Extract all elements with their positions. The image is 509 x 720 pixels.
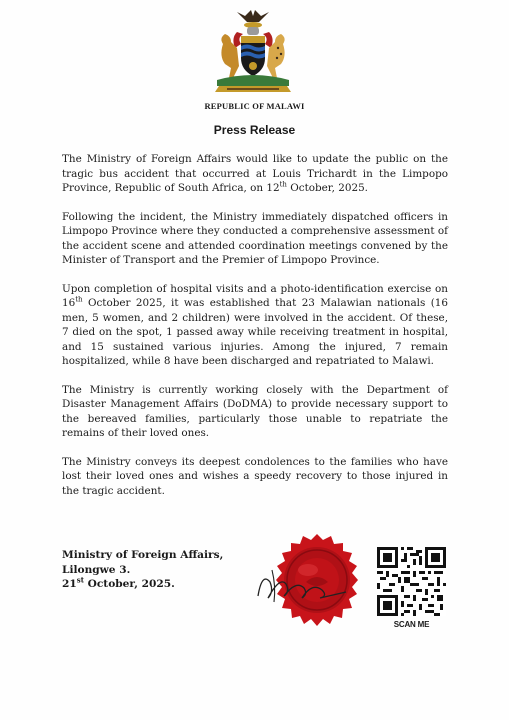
signoff-city: Lilongwe 3. xyxy=(62,563,131,576)
page-title: Press Release xyxy=(213,123,296,137)
paragraph-3: Upon completion of hospital visits and a photo-identification exercise on 16th October 2025, it was established that 23 Malawian nationals (16 men, 5 women, and 2 children) were involved in the accident. Of these, 7 died on the spot, 1 passed away while receiving treatment in hospital, and 15 sustained various injuries. Among the injured, 7 remain hospitalized, while 8 have been discharged and repatriated to Malawi. xyxy=(62,282,448,367)
press-release-body xyxy=(62,152,448,512)
paragraph-5: The Ministry conveys its deepest condolences to the families who have lost their loved ones and wishes a speedy recovery to those injured in the tragic accident. xyxy=(62,455,448,497)
paragraph-2: Following the incident, the Ministry immediately dispatched officers in Limpopo Province where they conducted a comprehensive assessment of the accident scene and attended coordination meetings convened by the Minister of Transport and the Premier of Limpopo Province. xyxy=(62,210,448,266)
republic-heading: REPUBLIC OF MALAWI xyxy=(204,101,305,111)
signoff-block xyxy=(62,548,262,592)
signoff-ministry: Ministry of Foreign Affairs, xyxy=(62,549,224,561)
malawi-coat-of-arms-icon xyxy=(207,8,299,96)
signature-icon xyxy=(250,552,360,612)
scan-me-label: SCAN ME xyxy=(393,620,430,629)
paragraph-4: The Ministry is currently working closely with the Department of Disaster Management Affairs (DoDMA) to provide necessary support to the bereaved families, particularly those unable to repatriate the remains of their loved ones. xyxy=(62,383,448,439)
qr-code-icon[interactable] xyxy=(377,547,446,616)
paragraph-1: The Ministry of Foreign Affairs would like to update the public on the tragic bus accident that occurred at Louis Trichardt in the Limpopo Province, Republic of South Africa, on 12th October, 2025. xyxy=(62,153,448,194)
signoff-date: 21st October, 2025. xyxy=(62,575,175,590)
